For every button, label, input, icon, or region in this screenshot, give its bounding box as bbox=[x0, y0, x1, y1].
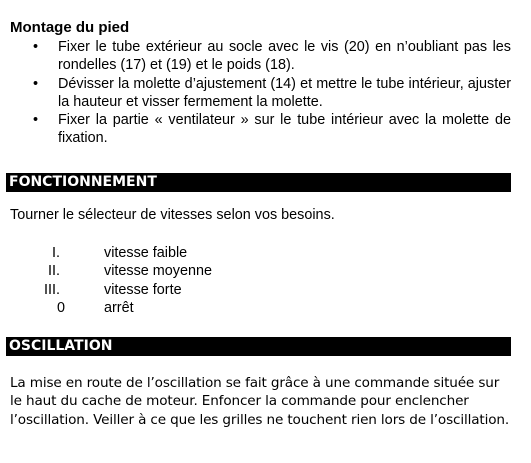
speed-item bbox=[0, 244, 300, 262]
speed-label: vitesse forte bbox=[104, 281, 182, 298]
speed-list bbox=[0, 244, 300, 317]
montage-steps-list bbox=[0, 38, 531, 148]
montage-step bbox=[0, 38, 531, 75]
fonctionnement-intro: Tourner le sélecteur de vitesses selon vos besoins. bbox=[10, 207, 335, 223]
speed-label: vitesse faible bbox=[104, 245, 188, 261]
bullet-icon: • bbox=[33, 112, 39, 129]
montage-heading: Montage du pied bbox=[10, 19, 130, 36]
bullet-icon: • bbox=[33, 75, 39, 92]
oscillation-section-header: OSCILLATION bbox=[6, 337, 511, 356]
speed-number: I. bbox=[52, 245, 60, 261]
speed-item bbox=[0, 281, 300, 299]
montage-step bbox=[0, 75, 531, 112]
fonctionnement-section-header: FONCTIONNEMENT bbox=[6, 173, 511, 192]
speed-item bbox=[0, 299, 300, 317]
montage-step-text: Dévisser la molette d’ajustement (14) et mettre le tube intérieur, ajuster la hauteur et visser fermement la molette. bbox=[58, 75, 511, 110]
speed-label: arrêt bbox=[104, 299, 134, 316]
montage-step-text: Fixer la partie « ventilateur » sur le tube intérieur avec la molette de fixation. bbox=[58, 112, 511, 147]
speed-number: 0 bbox=[56, 299, 65, 316]
oscillation-paragraph: La mise en route de l’oscillation se fait grâce à une commande située sur le haut du cache de moteur. Enfoncer la commande pour enclencher l’oscillation. Veiller à ce que les grilles ne touchent rien lors de l’oscillation. bbox=[10, 375, 510, 428]
speed-item bbox=[0, 262, 300, 280]
bullet-icon: • bbox=[33, 39, 39, 55]
speed-number: III. bbox=[44, 281, 60, 298]
speed-number: II. bbox=[48, 263, 60, 280]
montage-step-text: Fixer le tube extérieur au socle avec le vis (20) en n’oubliant pas les rondelles (17) et (19) et le poids (18). bbox=[58, 39, 511, 74]
speed-label: vitesse moyenne bbox=[104, 263, 212, 280]
montage-step bbox=[0, 111, 531, 148]
